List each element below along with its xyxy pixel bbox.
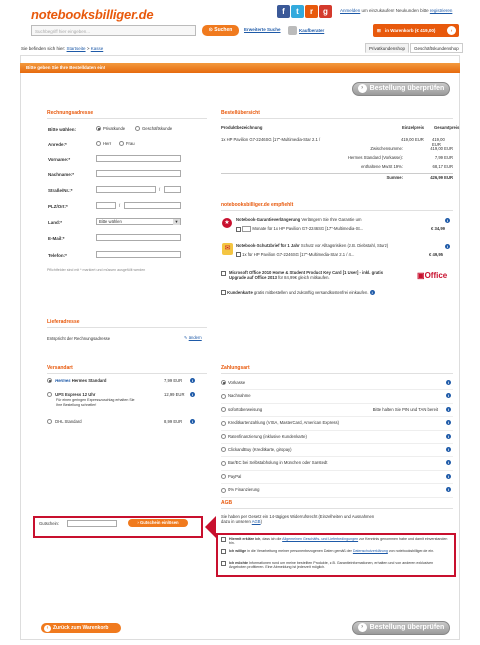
overview-line — [221, 155, 453, 164]
customer-type-business[interactable] — [135, 126, 172, 131]
customer-type-private[interactable] — [96, 126, 125, 131]
agb-consent-3-text — [229, 561, 451, 570]
recommend-warranty — [221, 216, 453, 242]
overview-line — [221, 164, 453, 173]
dhl-price: 8,99 EUR — [164, 419, 183, 424]
search-icon: ⊙ — [208, 27, 215, 33]
card-text: gratis mitbestellen und zukünftig versandkostenfrei einkaufen. — [253, 290, 369, 295]
city-field[interactable] — [124, 202, 181, 209]
payment-option[interactable] — [221, 404, 453, 417]
agb-consent-2 — [221, 549, 451, 553]
phone-label: Telefon:* — [48, 253, 67, 258]
recommend-protection — [221, 242, 453, 268]
payment-option[interactable] — [221, 417, 453, 430]
advisor-icon — [288, 26, 297, 35]
info-icon[interactable]: i — [191, 419, 194, 424]
voucher-button-label: Gutschein einlösen — [139, 520, 179, 525]
office-price-text: für 84,99€ gleich mitkaufen. — [278, 275, 330, 280]
payment-option[interactable] — [221, 390, 453, 403]
overview-title: Bestellübersicht — [221, 110, 453, 119]
agb-checkbox-3[interactable] — [221, 561, 226, 566]
agb-checkbox-1[interactable] — [221, 537, 226, 542]
back-label: Zurück zum Warenkorb — [53, 625, 109, 631]
required-note: Pflichtfelder sind mit * markiert und müssen ausgefüllt werden — [47, 268, 146, 272]
lastname-field[interactable] — [96, 170, 181, 177]
warranty-option — [236, 226, 363, 232]
cart-button[interactable] — [373, 24, 459, 37]
info-icon[interactable]: i — [447, 460, 450, 466]
agb-consent-1 — [221, 537, 451, 546]
firstname-field[interactable] — [96, 155, 181, 162]
info-icon[interactable]: i — [191, 378, 194, 383]
dhl-name: DHL Standard — [55, 419, 82, 424]
account-links-text: um einzukaufen! Neukunden bitte — [361, 8, 429, 13]
info-icon[interactable]: i — [371, 290, 373, 295]
protection-title: Notebook-Schutzbrief für 1 Jahr — [236, 243, 300, 248]
overview-line — [221, 146, 453, 155]
email-label: E-Mail:* — [48, 236, 65, 241]
radio-mrs[interactable] — [119, 141, 124, 146]
line-label: Hermes Standard (Vorkasse): — [347, 155, 403, 160]
ups-price: 12,99 EUR — [164, 392, 185, 397]
info-icon[interactable]: i — [447, 380, 450, 385]
delivery-text: Entspricht der Rechnungsadresse — [47, 336, 111, 341]
protection-checkbox[interactable] — [236, 252, 241, 257]
extended-search-link[interactable]: Erweiterte Suche — [244, 27, 281, 32]
protection-option-text: 1x für HP Pavilion G7-2246SG [17"-Multimedia-Star 2.1 / 4... — [242, 252, 355, 257]
payment-radio[interactable] — [221, 447, 226, 452]
office-logo-icon: ▣ — [417, 271, 425, 280]
breadcrumb-start[interactable]: Startseite — [66, 46, 86, 51]
agb-intro-text2: dazu in unseren — [221, 519, 251, 524]
payment-note: Bitte halten Sie PIN und TAN bereit — [372, 406, 438, 412]
payment-radio[interactable] — [221, 434, 226, 439]
buying-advisor-link[interactable] — [288, 25, 324, 36]
card-title: Kundenkarte — [227, 290, 253, 295]
delivery-change-label: ändern — [188, 335, 202, 340]
login-link[interactable]: Anmelden — [340, 8, 361, 13]
billing-title: Rechnungsadresse — [47, 110, 207, 119]
c1-bold: Hiermit erkläre ich — [229, 537, 261, 541]
agb-checkbox-2[interactable] — [221, 549, 226, 554]
line-value: 68,17 EUR — [432, 164, 453, 169]
agb-intro: Sie haben per Gesetz ein 14-tägiges Widerrufsrecht (Einzelheiten und Ausnahmen dazu in unseren AGB) — [221, 514, 375, 524]
voucher-field[interactable] — [67, 520, 117, 527]
twitter-icon[interactable]: t — [291, 5, 304, 18]
overview-product-row — [221, 137, 453, 147]
payment-option[interactable] — [221, 431, 453, 444]
street-label: Straße/Nr.:* — [48, 188, 73, 193]
warranty-desc: Verlängern Sie Ihre Garantie um — [301, 217, 362, 222]
search-input[interactable]: Suchbegriff hier eingeben... — [31, 25, 196, 36]
radio-private[interactable] — [96, 126, 101, 131]
warranty-head — [236, 217, 361, 222]
product-name: 1x HP Pavilion G7-2246SG [17"-Multimedia-Star 2.1 / — [221, 137, 321, 142]
ups-desc: Für einen geringen Expresszuschlag erhalten Sie Ihre Bestellung schneller! — [56, 398, 135, 407]
lastname-label: Nachname:* — [48, 172, 75, 177]
facebook-icon[interactable]: f — [277, 5, 290, 18]
salutation-mrs[interactable] — [119, 141, 135, 146]
c1-text: , dass ich die — [260, 537, 282, 541]
arrow-right-icon: › — [358, 84, 367, 93]
tab-business[interactable]: Geschäftskundenshop — [410, 43, 463, 53]
hermes-price: 7,99 EUR — [164, 378, 183, 383]
warranty-checkbox[interactable] — [236, 227, 241, 232]
payment-label: Bar/EC bei Selbstabholung in München oder Sarstedt — [228, 460, 328, 466]
sum-label: Summe: — [386, 175, 403, 180]
salutation-mr[interactable] — [96, 141, 111, 146]
zip-field[interactable] — [96, 202, 116, 209]
country-select-value: Bitte wählen — [99, 219, 122, 224]
payment-radio[interactable] — [221, 380, 226, 385]
radio-dhl[interactable] — [47, 419, 52, 424]
zip-label: PLZ/Ort:* — [48, 204, 68, 209]
c2-text: in die Verarbeitung meiner personenbezogenen Daten gemäß der — [247, 549, 352, 553]
overview-lines — [221, 146, 453, 182]
highlight-arrow-icon — [205, 516, 216, 538]
register-link[interactable]: registrieren — [429, 8, 453, 13]
payment-label: Kreditkartenzahlung (VISA, MasterCard, American Express) — [228, 420, 340, 426]
payment-radio[interactable] — [221, 421, 226, 426]
protection-desc: Schutz vor Alltagsrisiken (z.B. Diebstahl, Sturz) — [300, 243, 389, 248]
info-icon[interactable]: i — [447, 406, 450, 412]
tab-private[interactable]: Privatkundenshop — [365, 43, 409, 53]
delivery-change-link[interactable] — [184, 335, 202, 340]
payment-label: PayPal — [228, 473, 242, 479]
mr-label: Herr — [103, 141, 112, 146]
customer-type-label: Bitte wählen: — [48, 127, 77, 132]
phone-field[interactable] — [96, 251, 181, 258]
zip-slash: / — [119, 203, 121, 208]
payment-radio[interactable] — [221, 407, 226, 412]
hermes-logo: Hermes — [55, 378, 71, 383]
back-to-cart-button[interactable] — [41, 623, 121, 633]
review-order-button-top[interactable] — [352, 82, 450, 96]
breadcrumb — [21, 46, 103, 51]
payment-option[interactable] — [221, 471, 453, 484]
mrs-label: Frau — [126, 141, 135, 146]
arrow-right-icon: › — [358, 623, 367, 632]
payment-radio[interactable] — [221, 394, 226, 399]
ups-name: UPS Express 12 Uhr — [55, 392, 96, 397]
payment-title: Zahlungsart — [221, 365, 453, 374]
col-unit: Einzelpreis — [402, 125, 425, 130]
warranty-icon: ★ — [222, 218, 232, 228]
agb-consent-1-text — [229, 537, 451, 546]
country-label: Land:* — [48, 220, 62, 225]
agb-consent-3 — [221, 561, 451, 570]
warranty-months-select[interactable] — [242, 226, 251, 232]
shipping-title: Versandart — [47, 365, 207, 374]
line-label: enthaltene MwSt 19%: — [361, 164, 403, 169]
payment-radio[interactable] — [221, 461, 226, 466]
office-logo — [417, 271, 447, 280]
card-checkbox[interactable] — [221, 290, 226, 295]
payment-label: ClickandBuy (Kreditkarte, giropay) — [228, 446, 292, 452]
payment-label: Nachnahme — [228, 393, 251, 399]
breadcrumb-prefix: Sie befinden sich hier: — [21, 46, 66, 51]
payment-radio[interactable] — [221, 488, 226, 493]
payment-option[interactable] — [221, 444, 453, 457]
warranty-title: Notebook-Garantieverlängerung — [236, 217, 301, 222]
office-text — [229, 270, 394, 280]
voucher-label: Gutschein: — [39, 521, 60, 526]
line-label: Zwischensumme: — [370, 146, 403, 151]
review-label-top: Bestellung überprüfen — [369, 85, 445, 92]
buying-advisor-label: Kaufberater — [299, 28, 325, 33]
warranty-price: € 34,99 — [431, 226, 445, 231]
rss-icon[interactable]: r — [305, 5, 318, 18]
review-order-button-bottom[interactable] — [352, 621, 450, 635]
opt-business-label: Geschäftskunde — [142, 126, 173, 131]
overview-header — [221, 125, 460, 130]
info-icon[interactable]: i — [447, 433, 450, 439]
warranty-option-text: Monate für 1x HP Pavilion G7-2246SG [17"-Multimedia-St... — [252, 226, 364, 232]
shipping-option-dhl[interactable] — [47, 419, 207, 424]
office-checkbox[interactable] — [221, 271, 226, 276]
payment-label: Ratenfinanzierung (inklusive Kundenkarte) — [228, 433, 307, 439]
payment-option[interactable] — [221, 457, 453, 470]
payment-list — [221, 377, 453, 498]
payment-label: 0% Finanzierung — [228, 487, 260, 493]
agb-title: AGB — [221, 500, 453, 509]
search-button-label: Suchen — [214, 27, 233, 33]
breadcrumb-current[interactable]: Kasse — [90, 46, 104, 51]
checkout-banner: Bitte geben Sie Ihre Bestelldaten ein! — [20, 63, 460, 73]
arrow-left-icon: ‹ — [44, 625, 51, 632]
c3-text: Informationen rund um meine bestellten Produkte, z.B. Garantieinformationen, erhalten und von anderen exklusiven Angeboten profitieren. Eine Abmeldung ist jederzeit möglich. — [229, 561, 434, 570]
line-value: 7,99 EUR — [434, 155, 453, 160]
review-label-bottom: Bestellung überprüfen — [369, 624, 445, 631]
info-icon[interactable]: i — [446, 244, 449, 249]
c2-text2: von notebooksbilliger.de ein. — [388, 549, 435, 553]
protection-icon: ✉ — [222, 243, 233, 255]
arrow-right-icon: › — [137, 520, 140, 525]
payment-option[interactable] — [221, 484, 453, 497]
col-product: Produktbezeichnung — [221, 125, 263, 130]
line-value: 419,00 EUR — [430, 146, 453, 151]
info-icon[interactable]: i — [191, 392, 194, 397]
info-icon[interactable]: i — [447, 487, 450, 493]
terms-link[interactable]: Allgemeinen Geschäfts- und Lieferbedingungen — [282, 537, 359, 541]
privacy-link[interactable]: Datenschutzerklärung — [352, 549, 388, 553]
product-total: 419,00 EUR — [432, 137, 445, 147]
protection-price: € 49,95 — [429, 252, 443, 257]
info-icon[interactable]: i — [447, 473, 450, 479]
overview-sum — [221, 173, 453, 182]
email-field[interactable] — [96, 234, 181, 241]
info-icon[interactable]: i — [447, 393, 450, 399]
protection-option — [236, 252, 354, 257]
radio-mr[interactable] — [96, 141, 101, 146]
cart-arrow-icon: › — [447, 26, 456, 35]
agb-intro-text: Sie haben per Gesetz ein 14-tägiges Widerrufsrecht (Einzelheiten und Ausnahmen — [221, 514, 375, 519]
c1-text2: zur Kenntnis genommen habe und damit einverstanden bin. — [229, 537, 448, 546]
c2-bold: Ich willige — [229, 549, 247, 553]
cart-label: in Warenkorb (€ 419,00) — [385, 28, 436, 33]
shipping-option-ups[interactable] — [47, 392, 207, 397]
hermes-name: Hermes Standard — [71, 378, 107, 383]
voucher-button[interactable] — [128, 519, 188, 527]
street-slash: / — [159, 187, 161, 192]
googleplus-icon[interactable]: g — [319, 5, 332, 18]
search-button[interactable] — [202, 25, 239, 36]
cart-icon: ⊞ — [377, 28, 381, 33]
payment-label: sofortüberweisung — [228, 406, 263, 412]
salutation-label: Anrede:* — [48, 142, 67, 147]
breadcrumb-separator: > — [86, 46, 90, 51]
payment-option[interactable] — [221, 377, 453, 390]
delivery-title: Lieferadresse — [47, 319, 207, 328]
shipping-option-hermes[interactable] — [47, 378, 207, 383]
country-select[interactable] — [96, 218, 181, 225]
sum-value: 426,99 EUR — [430, 175, 453, 180]
radio-ups[interactable] — [47, 392, 52, 397]
payment-label: Vorkasse — [228, 380, 246, 385]
street-field[interactable] — [96, 186, 156, 193]
office-title: Microsoft Office 2010 Home & Student Product Key Card [1 User] - inkl. gratis Upgrade auf Office 2013 — [229, 270, 384, 280]
payment-radio[interactable] — [221, 474, 226, 479]
info-icon[interactable]: i — [446, 218, 449, 223]
logo[interactable]: notebooksbilliger.de — [31, 7, 154, 22]
recommend-card — [221, 290, 453, 295]
protection-head — [236, 243, 388, 248]
col-total: Gesamtpreis — [434, 125, 460, 130]
agb-consent-2-text — [229, 549, 451, 553]
product-unit: 419,00 EUR — [401, 137, 424, 142]
opt-private-label: Privatkunde — [103, 126, 126, 131]
account-links — [340, 8, 452, 13]
radio-business[interactable] — [135, 126, 140, 131]
office-logo-text: Office — [424, 271, 448, 280]
c3-bold: Ich möchte — [229, 561, 248, 565]
radio-hermes[interactable] — [47, 378, 52, 383]
agb-link[interactable]: AGB — [251, 519, 261, 524]
info-icon[interactable]: i — [447, 446, 450, 452]
info-icon[interactable]: i — [447, 420, 450, 426]
recommend-office — [221, 270, 453, 288]
edit-icon: ✎ — [184, 335, 189, 340]
dropdown-arrow-icon: ▼ — [174, 219, 179, 224]
firstname-label: Vorname:* — [48, 157, 71, 162]
recommend-title: notebooksbilliger.de empfiehlt — [221, 202, 453, 211]
housenumber-field[interactable] — [164, 186, 181, 193]
